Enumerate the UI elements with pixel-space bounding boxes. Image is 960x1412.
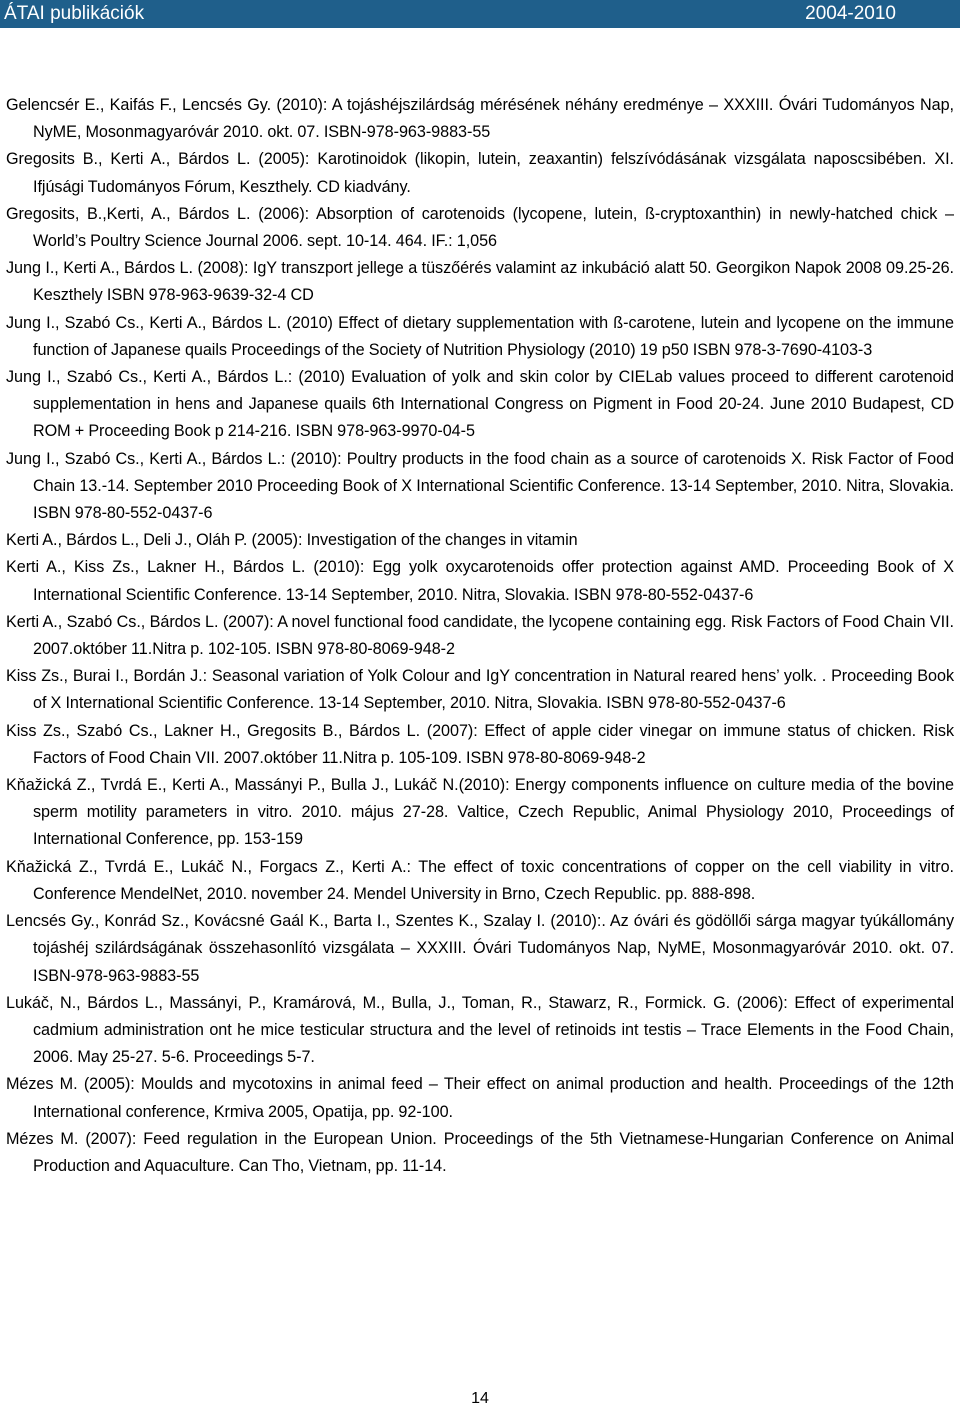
reference-item: Lencsés Gy., Konrád Sz., Kovácsné Gaál K., Barta I., Szentes K., Szalay I. (2010):. Az óvári és gödöllői sárga magyar tyúkállomány tojáshéj szilárdságának összehasonlító vizsgálata – XXXIII. Óvári Tudományos Nap, NyME, Mosonmagyaróvár 2010. okt. 07. ISBN-978-963-9883-55 (6, 912, 954, 985)
reference-item: Kerti A., Szabó Cs., Bárdos L. (2007): A novel functional food candidate, the lycopene containing egg. Risk Factors of Food Chain VII. 2007.október 11.Nitra p. 102-105. ISBN 978-80-8069-948-2 (6, 612, 954, 659)
reference-item: Jung I., Szabó Cs., Kerti A., Bárdos L.: (2010) Evaluation of yolk and skin color by CIELab values proceed to different carotenoid supplementation in hens and Japanese quails 6th International Congress on Pigment in Food 20-24. June 2010 Budapest, CD ROM + Proceeding Book p 214-216. ISBN 978-963-9970-04-5 (6, 368, 954, 441)
header-years: 2004-2010 (805, 3, 896, 24)
reference-list (6, 92, 954, 1180)
reference-item: Kňažická Z., Tvrdá E., Lukáč N., Forgacs Z., Kerti A.: The effect of toxic concentrations of copper on the cell viability in vitro. Conference MendelNet, 2010. november 24. Mendel University in Brno, Czech Republic. pp. 888-898. (6, 857, 954, 903)
reference-item: Kerti A., Kiss Zs., Lakner H., Bárdos L. (2010): Egg yolk oxycarotenoids offer protection against AMD. Proceeding Book of X International Scientific Conference. 13-14 September, 2010. Nitra, Slovakia. ISBN 978-80-552-0437-6 (6, 558, 954, 604)
reference-item: Kňažická Z., Tvrdá E., Kerti A., Massányi P., Bulla J., Lukáč N.(2010): Energy components influence on culture media of the bovine sperm motility parameters in vitro. 2010. május 27-28. Valtice, Czech Republic, Animal Physiology 2010, Proceedings of International Conference, pp. 153-159 (6, 776, 954, 849)
page-number: 14 (471, 1390, 489, 1407)
reference-item: Gregosits, B.,Kerti, A., Bárdos L. (2006): Absorption of carotenoids (lycopene, lutein, ß-cryptoxanthin) in newly-hatched chick – World’s Poultry Science Journal 2006. sept. 10-14. 464. IF.: 1,056 (6, 204, 954, 251)
reference-item: Jung I., Kerti A., Bárdos L. (2008): IgY transzport jellege a tüszőérés valamint az inkubáció alatt 50. Georgikon Napok 2008 09.25-26. Keszthely ISBN 978-963-9639-32-4 CD (6, 259, 954, 305)
reference-item: Lukáč, N., Bárdos L., Massányi, P., Kramárová, M., Bulla, J., Toman, R., Stawarz, R., Formick. G. (2006): Effect of experimental cadmium administration ont he mice testicular structura and the level of retinoids int testis – Trace Elements in the Food Chain, 2006. May 25-27. 5-6. Proceedings 5-7. (6, 993, 954, 1067)
reference-item: Gregosits B., Kerti A., Bárdos L. (2005): Karotinoidok (likopin, lutein, zeaxantin) felszívódásának vizsgálata naposcsibében. XI. Ifjúsági Tudományos Fórum, Keszthely. CD kiadvány. (6, 150, 954, 196)
reference-item: Jung I., Szabó Cs., Kerti A., Bárdos L.: (2010): Poultry products in the food chain as a source of carotenoids X. Risk Factor of Food Chain 13.-14. September 2010 Proceeding Book of X International Scientific Conference. 13-14 September, 2010. Nitra, Slovakia. ISBN 978-80-552-0437-6 (6, 449, 954, 523)
reference-item: Kiss Zs., Szabó Cs., Lakner H., Gregosits B., Bárdos L. (2007): Effect of apple cider vinegar on immune status of chicken. Risk Factors of Food Chain VII. 2007.október 11.Nitra p. 105-109. ISBN 978-80-8069-948-2 (6, 721, 954, 767)
reference-item: Jung I., Szabó Cs., Kerti A., Bárdos L. (2010) Effect of dietary supplementation with ß-carotene, lutein and lycopene on the immune function of Japanese quails Proceedings of the Society of Nutrition Physiology (2010) 19 p50 ISBN 978-3-7690-4103-3 (6, 313, 954, 359)
reference-item: Kiss Zs., Burai I., Bordán J.: Seasonal variation of Yolk Colour and IgY concentration in Natural reared hens’ yolk. . Proceeding Book of X International Scientific Conference. 13-14 September, 2010. Nitra, Slovakia. ISBN 978-80-552-0437-6 (6, 667, 954, 713)
header-title: ÁTAI publikációk (4, 3, 145, 24)
reference-item: Mézes M. (2005): Moulds and mycotoxins in animal feed – Their effect on animal production and health. Proceedings of the 12th International conference, Krmiva 2005, Opatija, pp. 92-100. (6, 1075, 954, 1121)
reference-item: Gelencsér E., Kaifás F., Lencsés Gy. (2010): A tojáshéjszilárdság mérésének néhány eredménye – XXXIII. Óvári Tudományos Nap, NyME, Mosonmagyaróvár 2010. okt. 07. ISBN-978-963-9883-55 (6, 96, 954, 142)
reference-item: Kerti A., Bárdos L., Deli J., Oláh P. (2005): Investigation of the changes in vitamin (6, 531, 578, 550)
page-header (0, 0, 960, 28)
reference-item: Mézes M. (2007): Feed regulation in the European Union. Proceedings of the 5th Vietnamese-Hungarian Conference on Animal Production and Aquaculture. Can Tho, Vietnam, pp. 11-14. (6, 1129, 954, 1175)
